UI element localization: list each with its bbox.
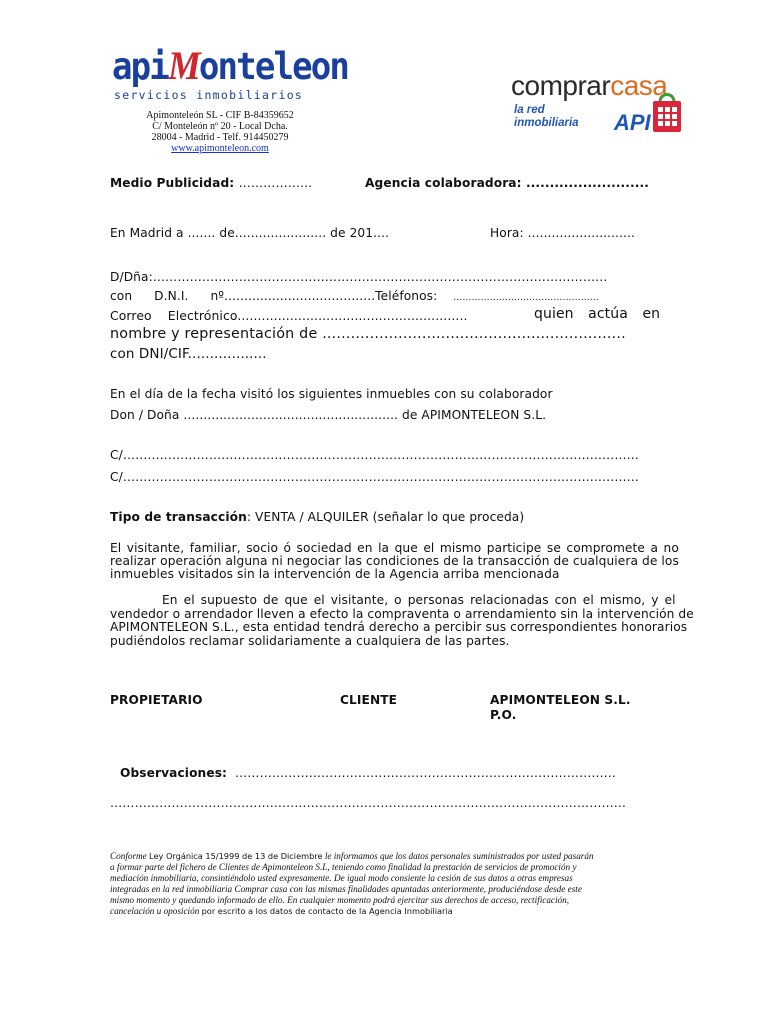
para2-line4: pudiéndolos reclamar solidariamente a cualquiera de las partes. <box>110 633 510 648</box>
tipo-transaccion-label: Tipo de transacción <box>110 510 247 524</box>
observaciones-field[interactable] <box>120 766 616 780</box>
medio-publicidad-label: Medio Publicidad: <box>110 176 235 190</box>
dni-cif-line[interactable]: con DNI/CIF.................. <box>110 346 267 362</box>
agencia-colaboradora-blank[interactable]: .......................... <box>525 176 649 190</box>
firma-api-line2: P.O. <box>490 708 517 722</box>
compromiso-paragraph <box>110 541 679 581</box>
legal-l1-law: Ley Orgánica 15/1999 de 13 de Diciembre <box>149 851 323 861</box>
legal-l1-c: le informamos que los datos personales suministrados por usted pasarán <box>324 851 594 861</box>
correo-label: Correo <box>110 308 152 323</box>
correo-line[interactable] <box>110 308 468 323</box>
firma-cliente: CLIENTE <box>340 693 398 707</box>
tipo-transaccion-options[interactable]: : VENTA / ALQUILER (señalar lo que proceda) <box>246 510 525 524</box>
legal-l1-a: Conforme <box>110 851 147 861</box>
para1-line1: El visitante, familiar, socio ó sociedad en la que el mismo participe se compromete a no <box>110 541 679 555</box>
hora-line[interactable]: Hora: ........................... <box>490 226 635 240</box>
para1-line3: inmuebles visitados sin la intervención de la Agencia arriba mencionada <box>110 567 560 581</box>
shopping-bag-icon <box>650 90 684 134</box>
visito-line: En el día de la fecha visitó los siguientes inmuebles con su colaborador <box>110 387 553 401</box>
para1-line2: realizar operación alguna ni negociar las condiciones de la transacción de cualquiera de los <box>110 554 679 568</box>
dni-telefonos-label: nº......................................Teléfonos: <box>210 289 438 303</box>
nombre-representacion-line[interactable]: nombre y representación de ................................................................ <box>110 326 626 342</box>
legal-l6-b: por escrito a los datos de contacto de la Agencia Inmobiliaria <box>201 906 453 916</box>
logo-text-api: api <box>112 45 168 88</box>
address-website-wrapper <box>120 143 320 154</box>
don-dona-line[interactable]: Don / Doña ...................................................... de APIMONTELEON S.L. <box>110 408 547 422</box>
medio-publicidad-field <box>110 176 312 190</box>
calle-line-1[interactable]: C/……………………………………………………………………………………………………………… <box>110 448 639 462</box>
logo-subtitle: servicios inmobiliarios <box>114 88 304 102</box>
quien-actua-text: quien actúa en <box>534 306 661 322</box>
firma-propietario: PROPIETARIO <box>110 693 203 707</box>
brand-api: API <box>614 110 651 135</box>
brand-comprar: comprar <box>511 70 611 101</box>
observaciones-line-2[interactable]: ……………………………………………………………………………………………………………… <box>110 796 627 810</box>
dni-label: D.N.I. <box>154 289 189 303</box>
legal-l5: mismo momento y quedando informado de ello. En cualquier momento podrá ejercitar sus derechos de acceso, rectificación, <box>110 895 570 905</box>
address-line-2: C/ Monteleón nº 20 - Local Dcha. <box>152 121 288 132</box>
legal-l4: integradas en la red inmobiliaria Comprar casa con las mismas finalidades apuntadas anteriormente, produciéndose desde este <box>110 884 582 894</box>
para2-line2: vendedor o arrendador lleven a efecto la compraventa o arrendamiento sin la intervención de <box>110 606 694 621</box>
legal-l3: mediación inmobiliaria, consintiéndolo usted expresamente. De igual modo consiente la cesión de sus datos a otras empresas <box>110 873 573 883</box>
website-link[interactable]: www.apimonteleon.com <box>171 143 269 154</box>
brand-red-line2: inmobiliaria <box>514 117 579 129</box>
calle-line-2[interactable]: C/……………………………………………………………………………………………………………… <box>110 470 639 484</box>
observaciones-blank[interactable]: ………………………………………………………………………………… <box>235 766 616 780</box>
para2-line1: En el supuesto de que el visitante, o personas relacionadas con el mismo, y el <box>162 593 676 607</box>
tipo-transaccion-line <box>110 510 524 524</box>
logo-text-m: M <box>167 43 199 88</box>
telefonos-blank[interactable]: ………………………………………… <box>453 293 599 303</box>
dni-con: con <box>110 289 133 303</box>
address-line-1: Apimonteleón SL - CIF B-84359652 <box>146 110 294 121</box>
agencia-colaboradora-label: Agencia colaboradora: <box>365 176 522 190</box>
brand-red-inmobiliaria <box>514 104 579 130</box>
firma-api-line1: APIMONTELEON S.L. <box>490 693 631 707</box>
comprarcasa-logo <box>511 70 667 102</box>
logo-text-onteleon: onteleon <box>198 45 349 88</box>
legal-l6-a: cancelación u oposición <box>110 906 200 916</box>
brand-red-line1: la red <box>514 104 545 116</box>
agencia-colaboradora-field <box>365 176 649 190</box>
legal-l2: a formar parte del fichero de Clientes de Apimonteleon S.L, teniendo como finalidad la prestación de servicios de promoción y <box>110 862 577 872</box>
medio-publicidad-blank[interactable]: ……………… <box>238 176 313 190</box>
legal-footer <box>110 851 660 917</box>
para2-line3: APIMONTELEON S.L., esta entidad tendrá derecho a percibir sus correspondientes honorarios <box>110 620 688 634</box>
firma-apimonteleon <box>490 693 631 723</box>
brand-casa: casa <box>610 70 668 101</box>
fecha-line[interactable]: En Madrid a ....... de....................... de 201.... <box>110 226 390 240</box>
apimonteleon-logo <box>112 42 348 89</box>
dni-line[interactable] <box>110 289 599 303</box>
correo-blank[interactable]: Electrónico......................................................... <box>167 308 468 323</box>
supuesto-paragraph <box>110 593 694 648</box>
address-line-3: 28004 - Madrid - Telf. 914450279 <box>151 132 289 143</box>
observaciones-label: Observaciones: <box>120 766 228 780</box>
dona-line[interactable]: D/Dña:………………………………………………………………………………………………… <box>110 270 608 284</box>
